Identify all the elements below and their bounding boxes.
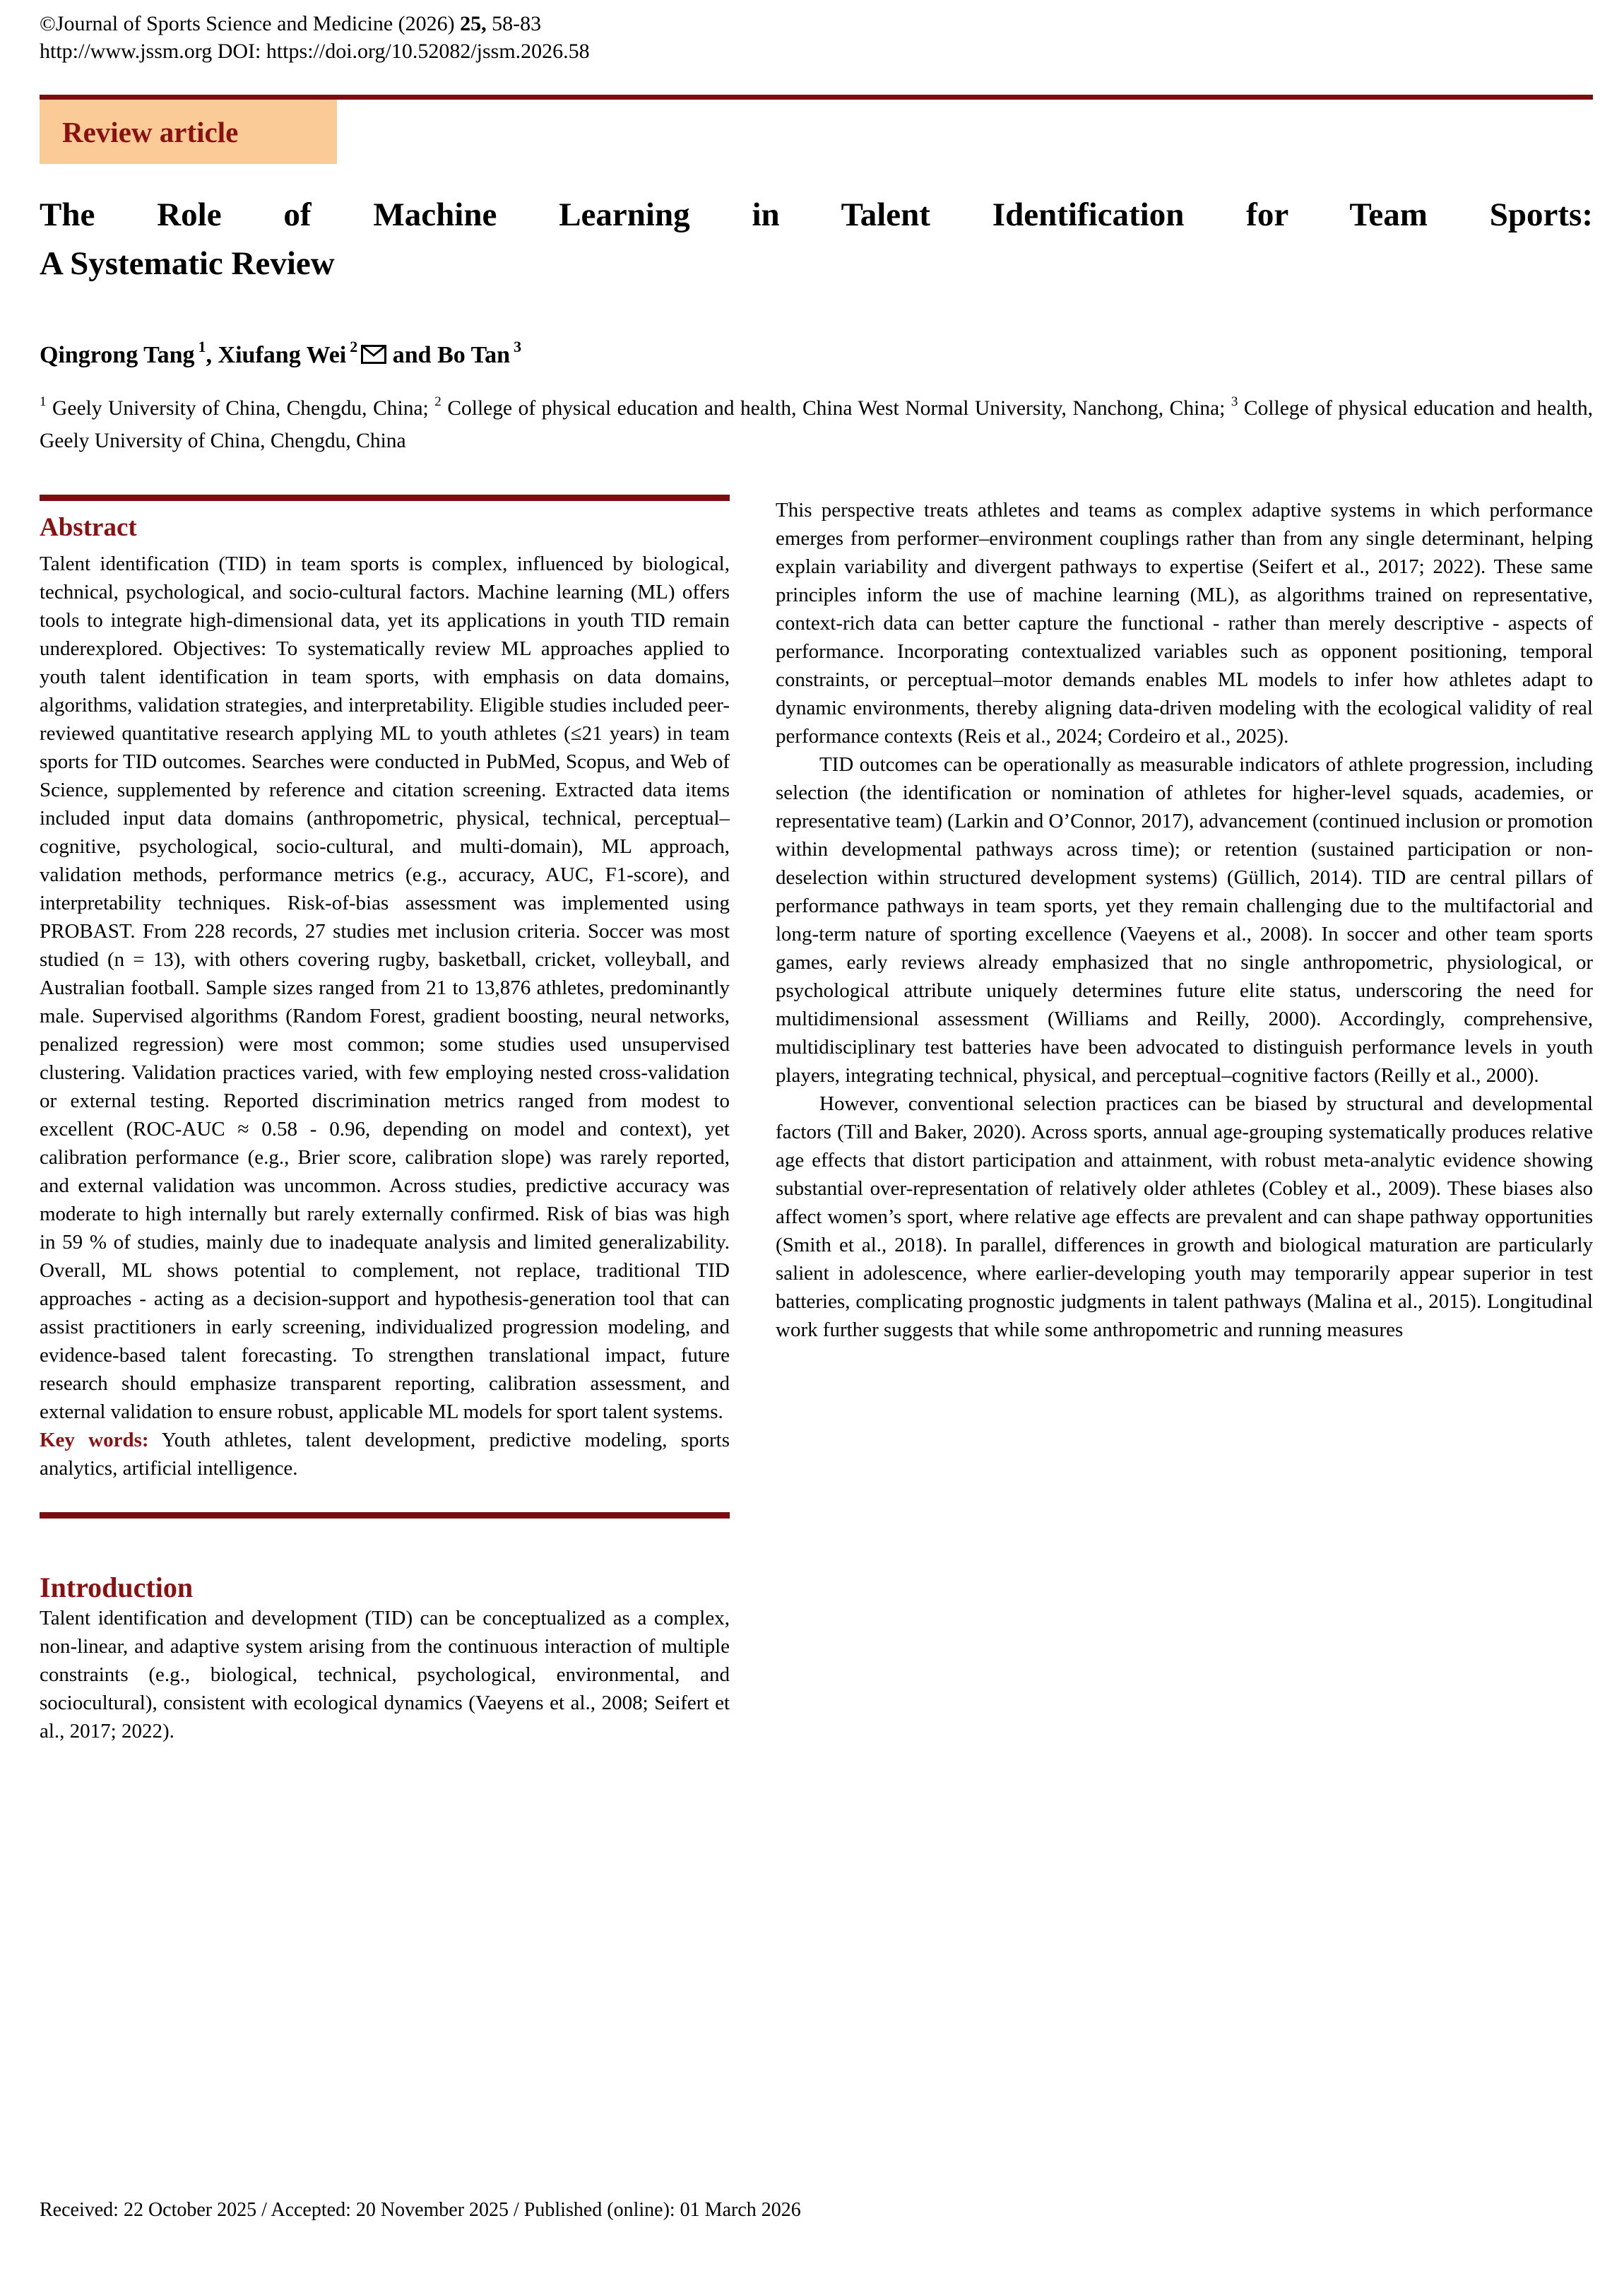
affiliation-2-sup: 2 bbox=[434, 394, 441, 409]
introduction-paragraph-1: This perspective treats athletes and teams as complex adaptive systems in which performance emerges from performer–environment couplings rather than from any single determinant, helping explain variability and divergent pathways to expertise (Seifert et al., 2017; 2022). These same principles inform the use of machine learning (ML), as algorithms trained on representative, context-rich data can better capture the functional - rather than merely descriptive - aspects of performance. Incorporating contextualized variables such as opponent positioning, temporal constraints, or perceptual–motor demands enables ML models to infer how athletes adapt to dynamic environments, thereby aligning data-driven modeling with the ecological validity of real performance contexts (Reis et al., 2024; Cordeiro et al., 2025). bbox=[776, 499, 1593, 748]
keywords-label: Key words: bbox=[40, 1429, 149, 1451]
abstract-top-rule bbox=[40, 495, 730, 501]
author-separator-2: and bbox=[386, 342, 438, 368]
abstract-heading: Abstract bbox=[40, 513, 137, 542]
introduction-paragraph-2: TID outcomes can be operationally as measurable indicators of athlete progression, including selection (the identification or nomination of athletes for higher-level squads, academies, or representative team) (Larkin and O’Connor, 2017), advancement (continued inclusion or promotion within developmental pathways across time); or retention (sustained participation or non-deselection within structured development systems) (Güllich, 2014). TID are central pillars of performance pathways in team sports, yet they remain challenging due to the multifactorial and long-term nature of sporting excellence (Vaeyens et al., 2008). In soccer and other team sports games, early reviews already emphasized that no single anthropometric, physiological, or psychological attribute uniquely determines future elite status, underscoring the need for multidimensional assessment (Williams and Reilly, 2000). Accordingly, comprehensive, multidisciplinary test batteries have been advocated to distinguish performance levels in youth players, integrating technical, physical, and perceptual–cognitive factors (Reilly et al., 2000). bbox=[776, 753, 1593, 1087]
introduction-paragraph-left: Talent identification and development (TID) can be conceptualized as a complex, non-linear, and adaptive system arising from the continuous interaction of multiple constraints (e.g., biological, technical, psychological, environmental, and sociocultural), consistent with ecological dynamics (Vaeyens et al., 2008; Seifert et al., 2017; 2022). bbox=[40, 1607, 730, 1742]
introduction-heading: Introduction bbox=[40, 1571, 194, 1603]
received-accepted-published-line: Received: 22 October 2025 / Accepted: 20 November 2025 / Published (online): 01 March 2026 bbox=[40, 2199, 801, 2221]
review-article-badge bbox=[40, 100, 337, 164]
affiliation-1-text: Geely University of China, Chengdu, China; bbox=[46, 397, 435, 420]
left-column bbox=[40, 495, 730, 1745]
journal-volume: 25, bbox=[460, 12, 492, 35]
author-name-2: Xiufang Wei bbox=[218, 342, 347, 368]
affiliation-1-sup: 1 bbox=[40, 394, 47, 409]
page-title-line1: The Role of Machine Learning in Talent Identification for Team Sports: bbox=[40, 196, 1593, 233]
page-title bbox=[40, 191, 1593, 288]
author-3-affiliation-sup: 3 bbox=[514, 338, 522, 355]
journal-citation-line bbox=[40, 10, 590, 37]
keywords-paragraph bbox=[40, 1426, 730, 1482]
journal-doi-line: http://www.jssm.org DOI: https://doi.org/10.52082/jssm.2026.58 bbox=[40, 40, 590, 63]
author-2-affiliation-sup: 2 bbox=[350, 338, 358, 355]
author-name-3: Bo Tan bbox=[437, 342, 511, 368]
top-divider-rule bbox=[40, 95, 1593, 100]
affiliation-2-text: College of physical education and health, China West Normal University, Nanchong, China; bbox=[441, 397, 1231, 420]
author-1-affiliation-sup: 1 bbox=[198, 338, 206, 355]
keywords-text: Youth athletes, talent development, predictive modeling, sports analytics, artificial intelligence. bbox=[40, 1429, 730, 1480]
journal-header bbox=[40, 10, 590, 65]
affiliations bbox=[40, 386, 1593, 457]
journal-pages: 58-83 bbox=[492, 12, 542, 35]
author-byline bbox=[40, 338, 1593, 369]
affiliation-3-text: College of physical education and health, Geely University of China, Chengdu, China bbox=[40, 397, 1594, 452]
email-envelope-icon bbox=[361, 345, 386, 364]
page-title-line2: A Systematic Review bbox=[40, 245, 335, 282]
keywords-bottom-rule bbox=[40, 1512, 730, 1519]
review-article-badge-label: Review article bbox=[62, 115, 239, 148]
right-column bbox=[776, 496, 1593, 1344]
author-name-1: Qingrong Tang bbox=[40, 342, 195, 368]
introduction-paragraph-3: However, conventional selection practices can be biased by structural and developmental factors (Till and Baker, 2020). Across sports, annual age-grouping systematically produces relative age effects that distort participation and attainment, with robust meta-analytic evidence showing substantial over-representation of relatively older athletes (Cobley et al., 2009). These biases also affect women’s sport, where relative age effects are prevalent and can shape pathway opportunities (Smith et al., 2018). In parallel, differences in growth and biological maturation are particularly salient in adolescence, where earlier-developing youth may temporarily appear superior in test batteries, complicating prognostic judgments in talent pathways (Malina et al., 2015). Longitudinal work further suggests that while some anthropometric and running measures bbox=[776, 1092, 1593, 1341]
affiliation-3-sup: 3 bbox=[1231, 394, 1238, 409]
abstract-text: Talent identification (TID) in team sports is complex, influenced by biological, technical, psychological, and socio-cultural factors. Machine learning (ML) offers tools to integrate high-dimensional data, yet its applications in youth TID remain underexplored. Objectives: To systematically review ML approaches applied to youth talent identification in team sports, with emphasis on data domains, algorithms, validation strategies, and interpretability. Eligible studies included peer-reviewed quantitative research applying ML to youth athletes (≤21 years) in team sports for TID outcomes. Searches were conducted in PubMed, Scopus, and Web of Science, supplemented by reference and citation screening. Extracted data items included input data domains (anthropometric, physical, technical, perceptual–cognitive, psychological, socio-cultural, and multi-domain), ML approach, validation methods, performance metrics (e.g., accuracy, AUC, F1-score), and interpretability techniques. Risk-of-bias assessment was implemented using PROBAST. From 228 records, 27 studies met inclusion criteria. Soccer was most studied (n = 13), with others covering rugby, basketball, cricket, volleyball, and Australian football. Sample sizes ranged from 21 to 13,876 athletes, predominantly male. Supervised algorithms (Random Forest, gradient boosting, neural networks, penalized regression) were most common; some studies used unsupervised clustering. Validation practices varied, with few employing nested cross-validation or external testing. Reported discrimination metrics ranged from modest to excellent (ROC-AUC ≈ 0.58 - 0.96, depending on model and context), yet calibration performance (e.g., Brier score, calibration slope) was rarely reported, and external validation was uncommon. Across studies, predictive accuracy was moderate to high internally but rarely externally confirmed. Risk of bias was high in 59 % of studies, mainly due to inadequate analysis and limited generalizability. Overall, ML shows potential to complement, not replace, traditional TID approaches - acting as a decision-support and hypothesis-generation tool that can assist practitioners in early screening, individualized progression modeling, and evidence-based talent forecasting. To strengthen translational impact, future research should emphasize transparent reporting, calibration assessment, and external validation to ensure robust, applicable ML models for sport talent systems. bbox=[40, 553, 730, 1423]
author-separator-1: , bbox=[206, 342, 218, 368]
journal-name: ©Journal of Sports Science and Medicine (2026) bbox=[40, 12, 461, 35]
